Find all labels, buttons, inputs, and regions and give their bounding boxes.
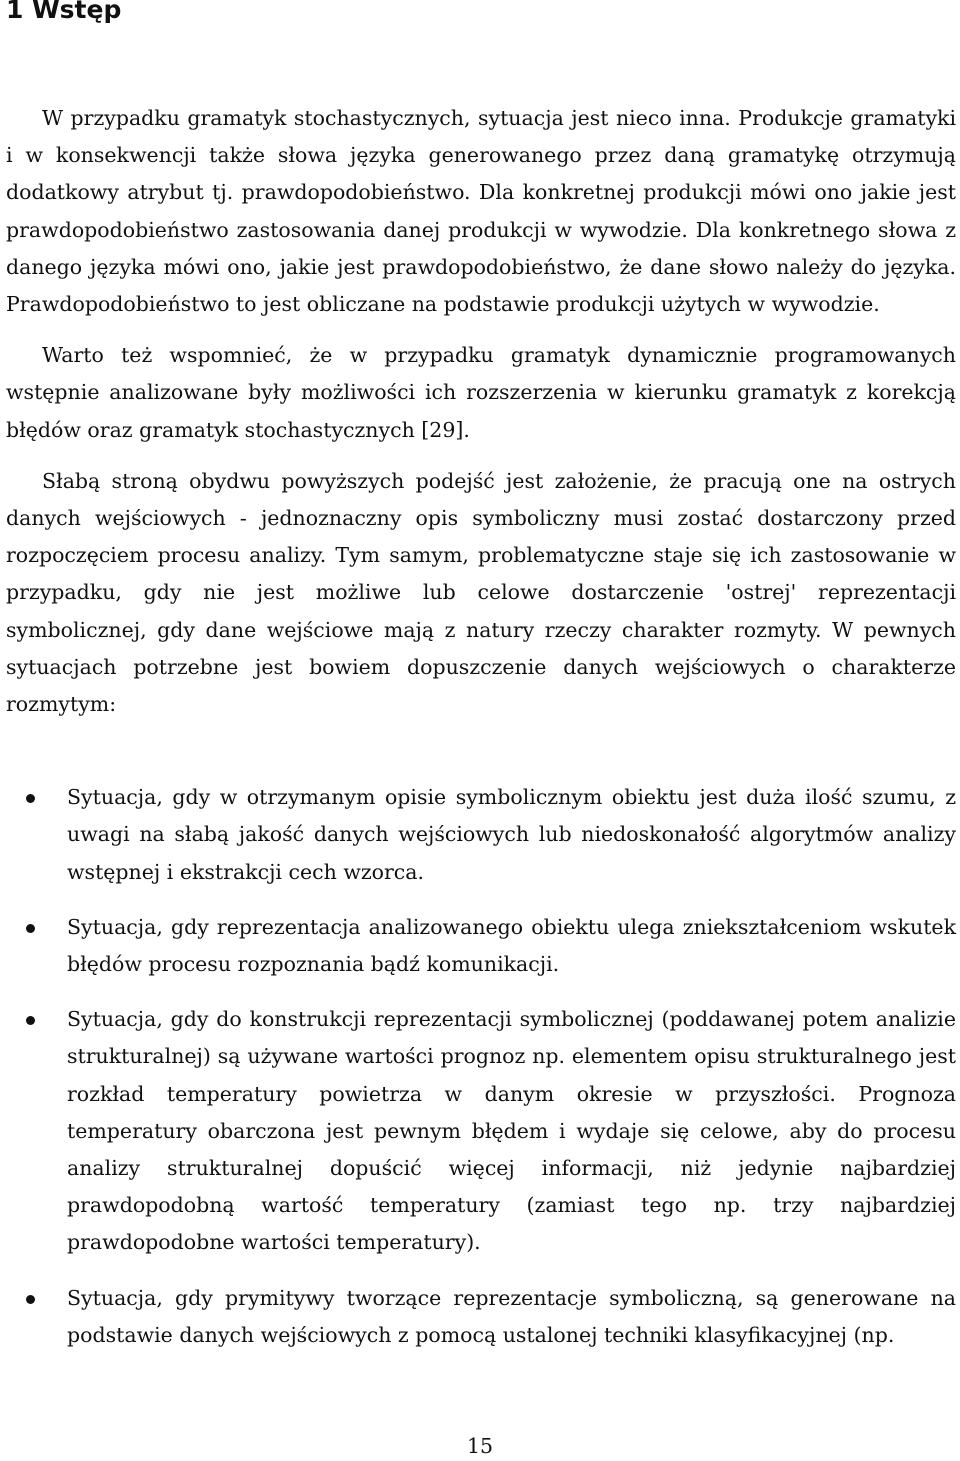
paragraph-stochastic-grammars: W przypadku gramatyk stochastycznych, sytuacja jest nieco inna. Produkcje gramatyki i w konsekwencji także słowa języka generowanego przez daną gramatykę otrzymują dodatkowy atrybut tj. prawdopodobieństwo. Dla konkretnej produkcji mówi ono jakie jest prawdopodobieństwo zastosowania danej produkcji w wywodzie. Dla konkretnego słowa z danego języka mówi ono, jakie jest prawdopodobieństwo, że dane słowo należy do języka. Prawdopodobieństwo to jest obliczane na podstawie produkcji użytych w wywodzie. (6, 106, 956, 317)
list-item (6, 1280, 956, 1354)
body-text (6, 100, 956, 1372)
list-item-text: Sytuacja, gdy prymitywy tworzące reprezentacje symboliczną, są generowane na podstawie danych wejściowych z pomocą ustalonej techniki klasyfikacyjnej (np. (67, 1285, 956, 1347)
list-item (6, 1001, 956, 1261)
list-item-text: Sytuacja, gdy do konstrukcji reprezentacji symbolicznej (poddawanej potem analizie strukturalnej) są używane wartości prognoz np. elementem opisu strukturalnego jest rozkład temperatury powietrza w danym okresie w przyszłości. Prognoza temperatury obarczona jest pewnym błędem i wydaje się celowe, aby do procesu analizy strukturalnej dopuścić więcej informacji, niż jedynie najbardziej prawdopodobną wartość temperatury (zamiast tego np. trzy najbardziej prawdopodobne wartości temperatury). (67, 1007, 956, 1255)
paragraph-dynamic-programming: Warto też wspomnieć, że w przypadku gramatyk dynamicznie programowanych wstępnie analizowane były możliwości ich rozszerzenia w kierunku gramatyk z korekcją błędów oraz gramatyk stochastycznych [29]. (6, 343, 956, 442)
list-item (6, 909, 956, 983)
list-item-text: Sytuacja, gdy reprezentacja analizowanego obiektu ulega zniekształceniom wskutek błędów procesu rozpoznania bądź komunikacji. (67, 914, 956, 977)
bullet-icon (26, 794, 35, 803)
list-item (6, 779, 956, 891)
bullet-icon (26, 924, 35, 933)
section-heading: 1 Wstęp (6, 0, 122, 24)
page-number: 15 (466, 1434, 494, 1458)
paragraph-weaknesses: Słabą stroną obydwu powyższych podejść jest założenie, że pracują one na ostrych danych wejściowych - jednoznaczny opis symboliczny musi zostać dostarczony przed rozpoczęciem procesu analizy. Tym samym, problematyczne staje się ich zastosowanie w przypadku, gdy nie jest możliwe lub celowe dostarczenie 'ostrej' reprezentacji symbolicznej, gdy dane wejściowe mają z natury rzeczy charakter rozmyty. W pewnych sytuacjach potrzebne jest bowiem dopuszczenie danych wejściowych o charakterze rozmytym: (6, 468, 956, 717)
bullet-icon (26, 1295, 35, 1304)
situations-list (6, 779, 956, 1354)
list-item-text: Sytuacja, gdy w otrzymanym opisie symbolicznym obiektu jest duża ilość szumu, z uwagi na słabą jakość danych wejściowych lub niedoskonałość algorytmów analizy wstępnej i ekstrakcji cech wzorca. (67, 785, 956, 884)
bullet-icon (26, 1016, 35, 1025)
